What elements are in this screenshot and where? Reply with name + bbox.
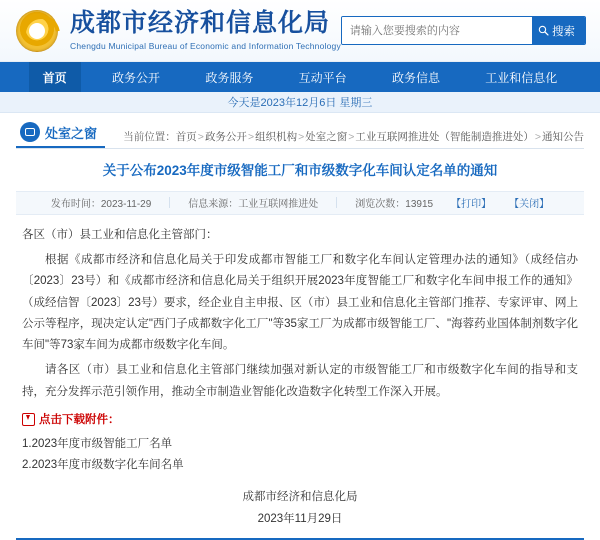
article-title: 关于公布2023年度市级智能工厂和市级数字化车间认定名单的通知: [102, 163, 498, 178]
nav-item-home[interactable]: 首页: [29, 62, 81, 92]
breadcrumb-item-home[interactable]: 首页: [175, 131, 197, 143]
main-nav: [0, 62, 600, 92]
breadcrumb: 当前位置：首页>政务公开>组织机构>处室之窗>工业互联网推进处（智能制造推进处）>通知公告: [123, 131, 584, 143]
attachment-item-1[interactable]: 1.2023年度市级智能工厂名单: [22, 437, 173, 450]
section-title-tab[interactable]: [16, 119, 105, 148]
site-titles: [70, 10, 341, 51]
article: [0, 149, 600, 531]
article-paragraph: 根据《成都市经济和信息化局关于印发成都市智能工厂和数字化车间认定管理办法的通知》（成经信办〔2023〕23号）和《成都市经济和信息化局关于组织开展2023年度智能工厂和数字化车间申报工作的通知》（成经信智〔2023〕23号）要求，经企业自主申报、区（市）县工业和信息化主管部门推荐、专家评审、网上公示等程序，现决定认定"西门子成都数字化工厂"等35家工厂为成都市级智能工厂、"海蓉药业国体制剂数字化车间"等73家车间为成都市级数字化车间。: [22, 254, 578, 352]
publish-time: 发布时间：2023-11-29: [50, 199, 152, 211]
breadcrumb-prefix: 当前位置：: [123, 131, 176, 143]
close-button[interactable]: 【关闭】: [509, 199, 550, 211]
nav-item-government-services[interactable]: 政务服务: [205, 70, 254, 85]
download-attachments-link[interactable]: [22, 411, 120, 427]
print-button[interactable]: 【打印】: [451, 199, 492, 211]
date-bar: 今天是2023年12月6日 星期三: [0, 92, 600, 113]
search-button[interactable]: [532, 17, 585, 44]
meta-separator: [336, 197, 337, 208]
chengdu-bureau-emblem-icon: [14, 8, 60, 54]
meta-separator: [169, 197, 170, 208]
search-box[interactable]: [341, 16, 586, 45]
article-views: 浏览次数：13915: [355, 199, 434, 211]
attachments-head-label: 点击下载附件：: [39, 414, 120, 427]
breadcrumb-item-disclosure[interactable]: 政务公开: [204, 131, 247, 143]
breadcrumb-item-notices[interactable]: 通知公告: [542, 131, 584, 143]
site-title-en: Chengdu Municipal Bureau of Economic and Information Technology: [70, 40, 341, 51]
signature-org: 成都市经济和信息化局: [242, 491, 358, 504]
article-paragraph: 各区（市）县工业和信息化主管部门：: [22, 228, 218, 241]
breadcrumb-item-division[interactable]: 工业互联网推进处（智能制造推进处）: [355, 131, 534, 143]
nav-item-government-disclosure[interactable]: 政务公开: [111, 70, 160, 85]
breadcrumb-item-organization[interactable]: 组织机构: [255, 131, 298, 143]
section-header-row: [0, 113, 600, 148]
search-icon: [538, 25, 549, 36]
attachments-section: [22, 411, 578, 477]
signature-date: 2023年11月29日: [257, 513, 343, 526]
download-icon: [22, 413, 35, 426]
window-icon: [20, 122, 40, 142]
article-meta-bar: [16, 191, 584, 215]
search-input[interactable]: [342, 17, 532, 44]
nav-item-interactive-platform[interactable]: 互动平台: [298, 70, 347, 85]
section-title-label: 处室之窗: [45, 125, 98, 141]
search-button-label: 搜索: [552, 25, 575, 38]
breadcrumb-item-departments[interactable]: 处室之窗: [305, 131, 348, 143]
nav-item-government-info[interactable]: 政务信息: [391, 70, 440, 85]
attachment-item-2[interactable]: 2.2023年度市级数字化车间名单: [22, 459, 184, 472]
nav-item-industry-it[interactable]: 工业和信息化: [485, 70, 558, 85]
article-body: [16, 215, 584, 403]
article-paragraph: 请各区（市）县工业和信息化主管部门继续加强对新认定的市级智能工厂和市级数字化车间的指导和支持，充分发挥示范引领作用，推动全市制造业智能化改造数字化转型工作深入开展。: [22, 364, 578, 398]
site-title-cn: 成都市经济和信息化局: [70, 10, 331, 38]
article-source: 信息来源：工业互联网推进处: [188, 199, 319, 211]
article-signature: [16, 487, 584, 531]
site-header: [0, 0, 600, 62]
attachments-list: [22, 434, 578, 478]
